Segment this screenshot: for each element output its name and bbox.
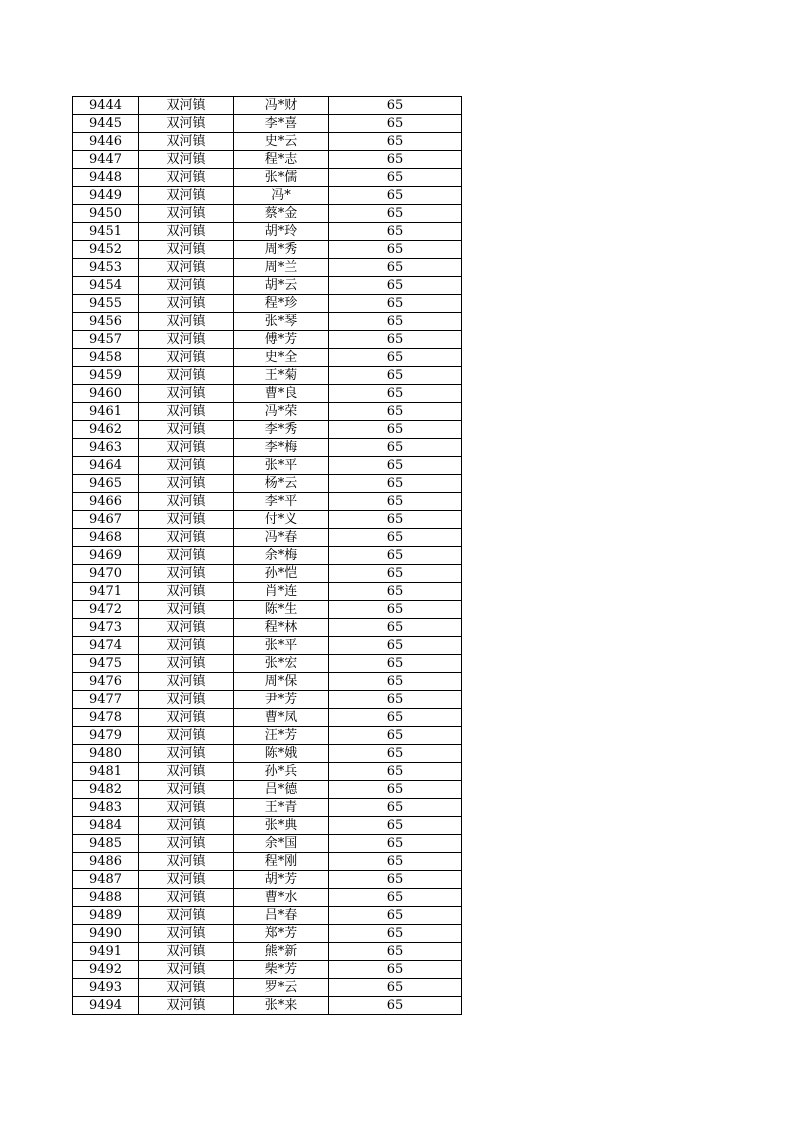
- town-cell: 双河镇: [139, 637, 234, 655]
- table-row: [73, 331, 462, 349]
- amount-cell: 65: [329, 637, 462, 655]
- table-row: [73, 601, 462, 619]
- name-cell: 付*义: [234, 511, 329, 529]
- town-cell: 双河镇: [139, 691, 234, 709]
- town-cell: 双河镇: [139, 817, 234, 835]
- row-number-cell: 9458: [73, 349, 139, 367]
- name-cell: 柴*芳: [234, 961, 329, 979]
- row-number-cell: 9488: [73, 889, 139, 907]
- name-cell: 汪*芳: [234, 727, 329, 745]
- row-number-cell: 9482: [73, 781, 139, 799]
- name-cell: 胡*玲: [234, 223, 329, 241]
- row-number-cell: 9493: [73, 979, 139, 997]
- row-number-cell: 9449: [73, 187, 139, 205]
- town-cell: 双河镇: [139, 439, 234, 457]
- table-row: [73, 907, 462, 925]
- row-number-cell: 9483: [73, 799, 139, 817]
- name-cell: 周*保: [234, 673, 329, 691]
- table-row: [73, 997, 462, 1015]
- name-cell: 吕*春: [234, 907, 329, 925]
- row-number-cell: 9462: [73, 421, 139, 439]
- name-cell: 程*志: [234, 151, 329, 169]
- name-cell: 胡*云: [234, 277, 329, 295]
- name-cell: 蔡*金: [234, 205, 329, 223]
- amount-cell: 65: [329, 331, 462, 349]
- amount-cell: 65: [329, 349, 462, 367]
- table-row: [73, 97, 462, 115]
- amount-cell: 65: [329, 133, 462, 151]
- town-cell: 双河镇: [139, 331, 234, 349]
- name-cell: 张*宏: [234, 655, 329, 673]
- town-cell: 双河镇: [139, 781, 234, 799]
- town-cell: 双河镇: [139, 241, 234, 259]
- town-cell: 双河镇: [139, 133, 234, 151]
- town-cell: 双河镇: [139, 745, 234, 763]
- row-number-cell: 9478: [73, 709, 139, 727]
- town-cell: 双河镇: [139, 529, 234, 547]
- row-number-cell: 9469: [73, 547, 139, 565]
- table-row: [73, 583, 462, 601]
- amount-cell: 65: [329, 925, 462, 943]
- table-row: [73, 241, 462, 259]
- amount-cell: 65: [329, 979, 462, 997]
- row-number-cell: 9465: [73, 475, 139, 493]
- amount-cell: 65: [329, 619, 462, 637]
- table-row: [73, 493, 462, 511]
- amount-cell: 65: [329, 565, 462, 583]
- row-number-cell: 9477: [73, 691, 139, 709]
- row-number-cell: 9475: [73, 655, 139, 673]
- name-cell: 余*国: [234, 835, 329, 853]
- row-number-cell: 9470: [73, 565, 139, 583]
- row-number-cell: 9481: [73, 763, 139, 781]
- amount-cell: 65: [329, 583, 462, 601]
- amount-cell: 65: [329, 223, 462, 241]
- town-cell: 双河镇: [139, 583, 234, 601]
- name-cell: 冯*荣: [234, 403, 329, 421]
- row-number-cell: 9490: [73, 925, 139, 943]
- name-cell: 熊*新: [234, 943, 329, 961]
- name-cell: 杨*云: [234, 475, 329, 493]
- amount-cell: 65: [329, 835, 462, 853]
- town-cell: 双河镇: [139, 799, 234, 817]
- table-row: [73, 925, 462, 943]
- name-cell: 张*儒: [234, 169, 329, 187]
- name-cell: 李*平: [234, 493, 329, 511]
- table-row: [73, 637, 462, 655]
- table-row: [73, 871, 462, 889]
- name-cell: 胡*芳: [234, 871, 329, 889]
- row-number-cell: 9494: [73, 997, 139, 1015]
- amount-cell: 65: [329, 727, 462, 745]
- name-cell: 罗*云: [234, 979, 329, 997]
- town-cell: 双河镇: [139, 673, 234, 691]
- table-row: [73, 133, 462, 151]
- name-cell: 冯*春: [234, 529, 329, 547]
- town-cell: 双河镇: [139, 979, 234, 997]
- town-cell: 双河镇: [139, 349, 234, 367]
- row-number-cell: 9448: [73, 169, 139, 187]
- amount-cell: 65: [329, 295, 462, 313]
- amount-cell: 65: [329, 655, 462, 673]
- table-row: [73, 115, 462, 133]
- name-cell: 程*珍: [234, 295, 329, 313]
- town-cell: 双河镇: [139, 169, 234, 187]
- row-number-cell: 9444: [73, 97, 139, 115]
- amount-cell: 65: [329, 745, 462, 763]
- amount-cell: 65: [329, 889, 462, 907]
- amount-cell: 65: [329, 511, 462, 529]
- amount-cell: 65: [329, 367, 462, 385]
- town-cell: 双河镇: [139, 421, 234, 439]
- name-cell: 周*秀: [234, 241, 329, 259]
- row-number-cell: 9460: [73, 385, 139, 403]
- row-number-cell: 9473: [73, 619, 139, 637]
- row-number-cell: 9464: [73, 457, 139, 475]
- table-body: [73, 97, 462, 1015]
- row-number-cell: 9468: [73, 529, 139, 547]
- amount-cell: 65: [329, 457, 462, 475]
- table-row: [73, 799, 462, 817]
- amount-cell: 65: [329, 529, 462, 547]
- table-row: [73, 943, 462, 961]
- table-row: [73, 529, 462, 547]
- table-row: [73, 619, 462, 637]
- row-number-cell: 9485: [73, 835, 139, 853]
- table-row: [73, 313, 462, 331]
- table-row: [73, 223, 462, 241]
- town-cell: 双河镇: [139, 187, 234, 205]
- name-cell: 周*兰: [234, 259, 329, 277]
- name-cell: 冯*财: [234, 97, 329, 115]
- town-cell: 双河镇: [139, 565, 234, 583]
- amount-cell: 65: [329, 871, 462, 889]
- table-row: [73, 889, 462, 907]
- table-row: [73, 151, 462, 169]
- row-number-cell: 9450: [73, 205, 139, 223]
- table-row: [73, 475, 462, 493]
- row-number-cell: 9451: [73, 223, 139, 241]
- row-number-cell: 9479: [73, 727, 139, 745]
- amount-cell: 65: [329, 115, 462, 133]
- name-cell: 张*来: [234, 997, 329, 1015]
- table-row: [73, 853, 462, 871]
- town-cell: 双河镇: [139, 385, 234, 403]
- table-row: [73, 781, 462, 799]
- name-cell: 王*青: [234, 799, 329, 817]
- amount-cell: 65: [329, 277, 462, 295]
- amount-cell: 65: [329, 205, 462, 223]
- amount-cell: 65: [329, 601, 462, 619]
- table-row: [73, 385, 462, 403]
- table-row: [73, 277, 462, 295]
- table-row: [73, 457, 462, 475]
- name-cell: 尹*芳: [234, 691, 329, 709]
- table-row: [73, 295, 462, 313]
- town-cell: 双河镇: [139, 619, 234, 637]
- table-row: [73, 403, 462, 421]
- town-cell: 双河镇: [139, 997, 234, 1015]
- name-cell: 陈*生: [234, 601, 329, 619]
- row-number-cell: 9456: [73, 313, 139, 331]
- name-cell: 王*菊: [234, 367, 329, 385]
- amount-cell: 65: [329, 421, 462, 439]
- row-number-cell: 9472: [73, 601, 139, 619]
- amount-cell: 65: [329, 475, 462, 493]
- name-cell: 张*平: [234, 637, 329, 655]
- town-cell: 双河镇: [139, 727, 234, 745]
- data-table: [72, 96, 462, 1015]
- town-cell: 双河镇: [139, 835, 234, 853]
- town-cell: 双河镇: [139, 277, 234, 295]
- town-cell: 双河镇: [139, 655, 234, 673]
- town-cell: 双河镇: [139, 151, 234, 169]
- name-cell: 傅*芳: [234, 331, 329, 349]
- amount-cell: 65: [329, 169, 462, 187]
- amount-cell: 65: [329, 709, 462, 727]
- amount-cell: 65: [329, 799, 462, 817]
- amount-cell: 65: [329, 817, 462, 835]
- name-cell: 孙*恺: [234, 565, 329, 583]
- town-cell: 双河镇: [139, 259, 234, 277]
- table-row: [73, 367, 462, 385]
- amount-cell: 65: [329, 241, 462, 259]
- town-cell: 双河镇: [139, 943, 234, 961]
- amount-cell: 65: [329, 97, 462, 115]
- amount-cell: 65: [329, 259, 462, 277]
- table-row: [73, 205, 462, 223]
- amount-cell: 65: [329, 151, 462, 169]
- town-cell: 双河镇: [139, 907, 234, 925]
- town-cell: 双河镇: [139, 475, 234, 493]
- table-row: [73, 709, 462, 727]
- table-row: [73, 565, 462, 583]
- town-cell: 双河镇: [139, 871, 234, 889]
- table-row: [73, 439, 462, 457]
- name-cell: 张*琴: [234, 313, 329, 331]
- town-cell: 双河镇: [139, 889, 234, 907]
- town-cell: 双河镇: [139, 313, 234, 331]
- table-row: [73, 727, 462, 745]
- row-number-cell: 9445: [73, 115, 139, 133]
- name-cell: 史*云: [234, 133, 329, 151]
- name-cell: 余*梅: [234, 547, 329, 565]
- town-cell: 双河镇: [139, 853, 234, 871]
- town-cell: 双河镇: [139, 367, 234, 385]
- row-number-cell: 9447: [73, 151, 139, 169]
- row-number-cell: 9492: [73, 961, 139, 979]
- amount-cell: 65: [329, 313, 462, 331]
- name-cell: 张*典: [234, 817, 329, 835]
- name-cell: 曹*良: [234, 385, 329, 403]
- amount-cell: 65: [329, 493, 462, 511]
- row-number-cell: 9453: [73, 259, 139, 277]
- name-cell: 程*刚: [234, 853, 329, 871]
- name-cell: 程*林: [234, 619, 329, 637]
- table-row: [73, 187, 462, 205]
- row-number-cell: 9484: [73, 817, 139, 835]
- amount-cell: 65: [329, 853, 462, 871]
- amount-cell: 65: [329, 943, 462, 961]
- town-cell: 双河镇: [139, 601, 234, 619]
- row-number-cell: 9489: [73, 907, 139, 925]
- table-row: [73, 673, 462, 691]
- table-row: [73, 349, 462, 367]
- row-number-cell: 9446: [73, 133, 139, 151]
- town-cell: 双河镇: [139, 295, 234, 313]
- row-number-cell: 9454: [73, 277, 139, 295]
- table-row: [73, 961, 462, 979]
- row-number-cell: 9474: [73, 637, 139, 655]
- row-number-cell: 9461: [73, 403, 139, 421]
- row-number-cell: 9452: [73, 241, 139, 259]
- town-cell: 双河镇: [139, 403, 234, 421]
- row-number-cell: 9463: [73, 439, 139, 457]
- name-cell: 曹*水: [234, 889, 329, 907]
- town-cell: 双河镇: [139, 493, 234, 511]
- row-number-cell: 9486: [73, 853, 139, 871]
- name-cell: 陈*娥: [234, 745, 329, 763]
- town-cell: 双河镇: [139, 709, 234, 727]
- name-cell: 史*全: [234, 349, 329, 367]
- amount-cell: 65: [329, 385, 462, 403]
- town-cell: 双河镇: [139, 547, 234, 565]
- amount-cell: 65: [329, 763, 462, 781]
- name-cell: 吕*德: [234, 781, 329, 799]
- town-cell: 双河镇: [139, 511, 234, 529]
- table-row: [73, 259, 462, 277]
- table-row: [73, 745, 462, 763]
- row-number-cell: 9471: [73, 583, 139, 601]
- table-row: [73, 979, 462, 997]
- name-cell: 冯*: [234, 187, 329, 205]
- name-cell: 李*秀: [234, 421, 329, 439]
- row-number-cell: 9476: [73, 673, 139, 691]
- town-cell: 双河镇: [139, 763, 234, 781]
- amount-cell: 65: [329, 691, 462, 709]
- name-cell: 张*平: [234, 457, 329, 475]
- table-row: [73, 547, 462, 565]
- town-cell: 双河镇: [139, 925, 234, 943]
- amount-cell: 65: [329, 547, 462, 565]
- amount-cell: 65: [329, 997, 462, 1015]
- row-number-cell: 9459: [73, 367, 139, 385]
- amount-cell: 65: [329, 961, 462, 979]
- name-cell: 孙*兵: [234, 763, 329, 781]
- town-cell: 双河镇: [139, 961, 234, 979]
- table-row: [73, 655, 462, 673]
- name-cell: 郑*芳: [234, 925, 329, 943]
- row-number-cell: 9466: [73, 493, 139, 511]
- row-number-cell: 9491: [73, 943, 139, 961]
- name-cell: 肖*连: [234, 583, 329, 601]
- amount-cell: 65: [329, 439, 462, 457]
- table-row: [73, 817, 462, 835]
- row-number-cell: 9457: [73, 331, 139, 349]
- town-cell: 双河镇: [139, 97, 234, 115]
- row-number-cell: 9467: [73, 511, 139, 529]
- name-cell: 李*喜: [234, 115, 329, 133]
- town-cell: 双河镇: [139, 115, 234, 133]
- amount-cell: 65: [329, 187, 462, 205]
- table-row: [73, 421, 462, 439]
- row-number-cell: 9487: [73, 871, 139, 889]
- amount-cell: 65: [329, 403, 462, 421]
- name-cell: 李*梅: [234, 439, 329, 457]
- table-row: [73, 169, 462, 187]
- name-cell: 曹*凤: [234, 709, 329, 727]
- table-row: [73, 835, 462, 853]
- town-cell: 双河镇: [139, 457, 234, 475]
- table-row: [73, 691, 462, 709]
- row-number-cell: 9480: [73, 745, 139, 763]
- town-cell: 双河镇: [139, 205, 234, 223]
- town-cell: 双河镇: [139, 223, 234, 241]
- table-row: [73, 763, 462, 781]
- row-number-cell: 9455: [73, 295, 139, 313]
- amount-cell: 65: [329, 673, 462, 691]
- amount-cell: 65: [329, 907, 462, 925]
- amount-cell: 65: [329, 781, 462, 799]
- table-row: [73, 511, 462, 529]
